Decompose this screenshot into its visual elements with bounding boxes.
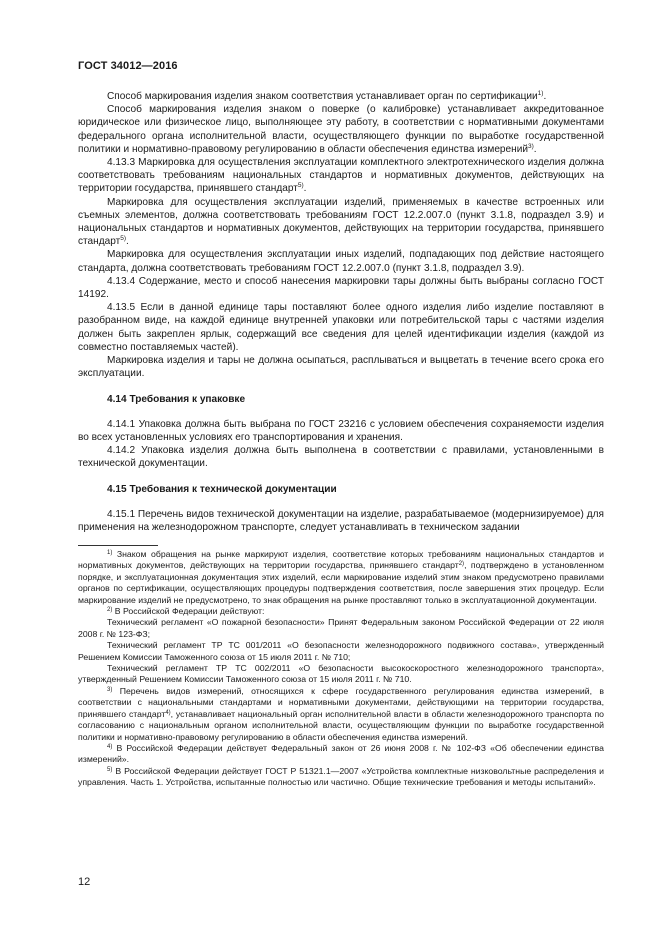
footnote [78,606,604,617]
paragraph-tail: . [126,236,129,248]
footnote-divider [78,545,158,546]
paragraph-text: Маркировка для осуществления эксплуатации иных изделий, подпадающих под действие настоящего стандарта, должна соответствовать требованиям ГОСТ 12.2.007.0 (пункт 3.1.8, подраздел 3.9). [78,249,604,274]
footnote-mark: 1) [107,550,113,556]
footnote-ref: 2) [458,561,465,568]
footnote-ref: 5) [120,235,127,243]
paragraph: 4.14.1 Упаковка должна быть выбрана по ГОСТ 23216 с условием обеспечения сохраняемости изделия во всех установленных условиях его транспортирования и хранения. [78,418,604,443]
footnote [78,549,604,606]
footnote-mark: 2) [107,607,113,614]
section-heading: 4.14 Требования к упаковке [107,394,246,406]
paragraph-text: Способ маркирования изделия знаком о поверке (о калибровке) устанавливает аккредитованное юридическое или физическое лицо, выполняющее эту работу, в соответствии с нормативными документами федерального органа исполнительной власти, осуществляющего функции по выработке государственной политики и нормативно-правовому регулированию в области обеспечения единства измерений [78,104,604,155]
footnote [78,686,604,743]
footnote-item: Технический регламент «О пожарной безопасности» Принят Федеральным законом Российской Федерации от 22 июля 2008 г. № 123-ФЗ; [78,617,604,639]
footnote-text: Знаком обращения на рынке маркируют изделия, соответствие которых требованиям национальных стандартов и нормативных документов, действующих на территории государства, принявшего стандарт [78,549,604,571]
paragraph-text: 4.13.4 Содержание, место и способ нанесения маркировки тары должны быть выбраны согласно ГОСТ 14192. [78,275,604,301]
footnote-text: Перечень видов измерений, относящихся к сфере государственного регулирования единства измерений, в соответствии с национальными стандартами и нормативными документами, действующими на территории государства, принявшего стандарт [78,685,604,719]
footnote-ref: 4) [165,709,171,716]
footnote-text: В Российской Федерации действует ГОСТ Р 51321.1—2007 «Устройства комплектные низковольтные распределения и управления. Часть 1. Устройства, испытанные полностью или частично. Общие технические требования и методы испытаний». [78,765,604,788]
paragraph-text: Маркировка изделия и тары не должна осыпаться, расплываться и выцветать в течение всего срока его эксплуатации. [78,355,604,380]
paragraph [78,354,604,380]
paragraph [78,248,604,274]
footnote-mark: 4) [107,743,113,750]
footnote-ref: 5) [297,182,304,190]
paragraph [78,275,604,301]
footnote-mark: 3) [107,686,113,693]
footnote-mark: 5) [107,766,113,773]
footnotes [78,549,604,789]
paragraph [78,301,604,354]
paragraph-text: 4.13.3 Маркировка для осуществления эксплуатации комплектного электротехнического изделия должна соответствовать требованиям национальных стандартов и нормативных документов, действующих на территории государства, принявшего стандарт [78,157,604,195]
footnote-item: Технический регламент ТР ТС 001/2011 «О безопасности железнодорожного подвижного состава», утвержденный Решением Комиссии Таможенного союза от 15 июля 2011 г. № 710; [78,640,604,662]
footnote [78,743,604,766]
paragraph-tail: . [533,143,537,155]
paragraph [78,196,604,249]
paragraph: 4.14.2 Упаковка изделия должна быть выполнена в соответствии с правилами, установленными в технической документации. [78,445,604,470]
paragraph [78,103,604,156]
footnote-text: В Российской Федерации действует Федеральный закон от 26 июня 2008 г. № 102-ФЗ «Об обеспечении единства измерений». [78,742,604,765]
footnote-text: В Российской Федерации действуют: [114,606,265,617]
section-heading: 4.15 Требования к технической документации [107,484,337,496]
paragraph-text: 4.13.5 Если в данной единице тары поставляют более одного изделия либо изделие поставляют в разобранном виде, на каждой единице внутренней упаковки или потребительской тары с частями изделия должен быть закреплен ярлык, содержащий все сведения для целей идентификации изделия (каждой из совместно поставляемых частей). [78,302,604,353]
page-number: 12 [78,876,91,888]
paragraph-text: Способ маркирования изделия знаком соответствия устанавливает орган по сертификации [107,91,538,102]
paragraph [78,90,604,103]
footnote-item: Технический регламент ТР ТС 002/2011 «О безопасности высокоскоростного железнодорожного транспорта», утвержденный Решением Комиссии Таможенного союза от 15 июля 2011 г. № 710. [78,663,604,685]
paragraph-tail: . [543,91,547,102]
paragraph: 4.15.1 Перечень видов технической документации на изделие, разрабатываемое (модернизируемое) для применения на железнодорожном транспорте, следует устанавливать в техническом задании [78,508,604,533]
footnote-ref: 3) [528,142,534,150]
footnote [78,766,604,789]
footnote-text: , устанавливает национальный орган исполнительной власти в области железнодорожного транспорта по согласованию с национальным органом исполнительной власти, осуществляющим функции по выработке государственной политики и нормативно-правовому регулированию в области обеспечения единства измерений. [78,708,605,742]
paragraph-text: Маркировка для осуществления эксплуатации изделий, применяемых в качестве встроенных или съемных элементов, должна соответствовать требованиям ГОСТ 12.2.007.0 (пункт 3.1.8, подраздел 3.9) и национальных стандартов и нормативных документов, действующих на территории государства, принявшего стандарт [78,196,604,248]
footnote-ref: 1) [537,90,544,97]
paragraph-tail: . [303,183,307,195]
paragraph [78,156,604,196]
main-text [78,90,604,534]
standard-header: ГОСТ 34012—2016 [78,60,178,72]
footnote-text: , подтверждено в установленном порядке, и эксплуатационная документация этих изделий, если маркирование изделий этим знаком предусмотрено правилами органов по сертификации, осуществляющих процедуры подтверждения соответствия, после завершения этих процедур. Если маркирование изделий не предусмотрено, то знак обращения на рынке проставляют только в эксплуатационной документации. [78,560,604,605]
